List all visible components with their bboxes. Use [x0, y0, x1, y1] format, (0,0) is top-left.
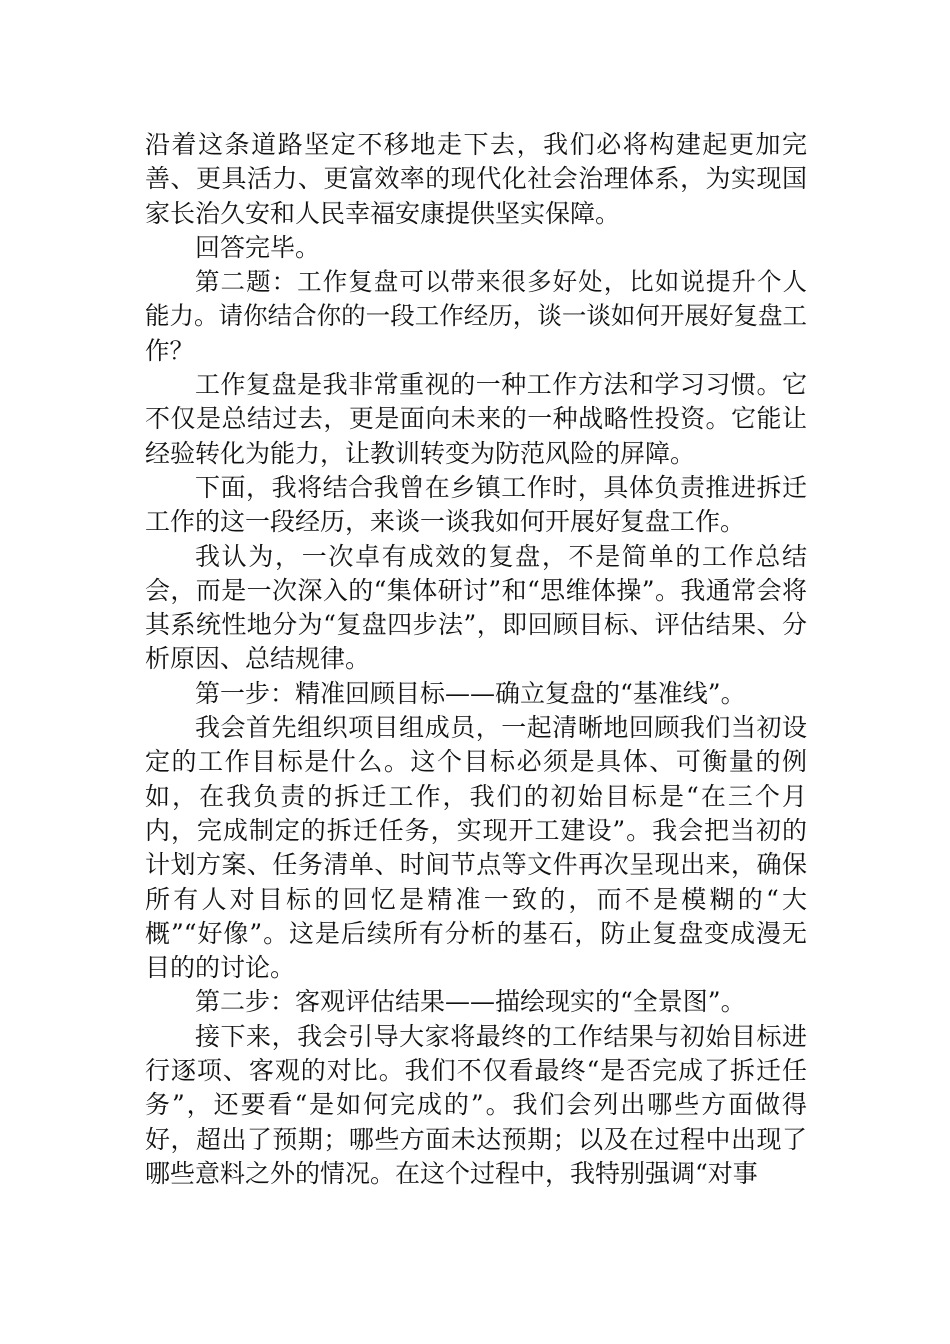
paragraph-answer-end: 回答完毕。 — [195, 232, 321, 262]
document-page — [145, 128, 807, 1191]
paragraph-four-steps: 我认为，一次卓有成效的复盘，不是简单的工作总结会，而是一次深入的“集体研讨”和“思维体操”。我通常会将其系统性地分为“复盘四步法”，即回顾目标、评估结果、分析原因、总结规律。 — [145, 541, 807, 674]
paragraph-question-two: 第二题：工作复盘可以带来很多好处，比如说提升个人能力。请你结合你的一段工作经历，谈一谈如何开展好复盘工作？ — [145, 267, 807, 365]
paragraph-step-one-body: 我会首先组织项目组成员，一起清晰地回顾我们当初设定的工作目标是什么。这个目标必须是具体、可衡量的例如，在我负责的拆迁工作，我们的初始目标是“在三个月内，完成制定的拆迁任务，实现开工建设”。我会把当初的计划方案、任务清单、时间节点等文件再次呈现出来，确保所有人对目标的回忆是精准一致的，而不是模糊的“大概”“好像”。这是后续所有分析的基石，防止复盘变成漫无目的的讨论。 — [145, 713, 807, 983]
paragraph-step-one-heading: 第一步：精准回顾目标——确立复盘的“基准线”。 — [195, 678, 746, 708]
paragraph-step-two-body: 接下来，我会引导大家将最终的工作结果与初始目标进行逐项、客观的对比。我们不仅看最终“是否完成了拆迁任务”，还要看“是如何完成的”。我们会列出哪些方面做得好，超出了预期；哪些方面未达预期；以及在过程中出现了哪些意料之外的情况。在这个过程中，我特别强调“对事 — [145, 1021, 807, 1188]
paragraph-intro-review: 工作复盘是我非常重视的一种工作方法和学习习惯。它不仅是总结过去，更是面向未来的一种战略性投资。它能让经验转化为能力，让教训转变为防范风险的屏障。 — [145, 370, 807, 468]
paragraph-closing-statement: 沿着这条道路坚定不移地走下去，我们必将构建起更加完善、更具活力、更富效率的现代化社会治理体系，为实现国家长治久安和人民幸福安康提供坚实保障。 — [145, 130, 807, 228]
paragraph-experience: 下面，我将结合我曾在乡镇工作时，具体负责推进拆迁工作的这一段经历，来谈一谈我如何开展好复盘工作。 — [145, 472, 807, 537]
paragraph-step-two-heading: 第二步：客观评估结果——描绘现实的“全景图”。 — [195, 987, 746, 1017]
